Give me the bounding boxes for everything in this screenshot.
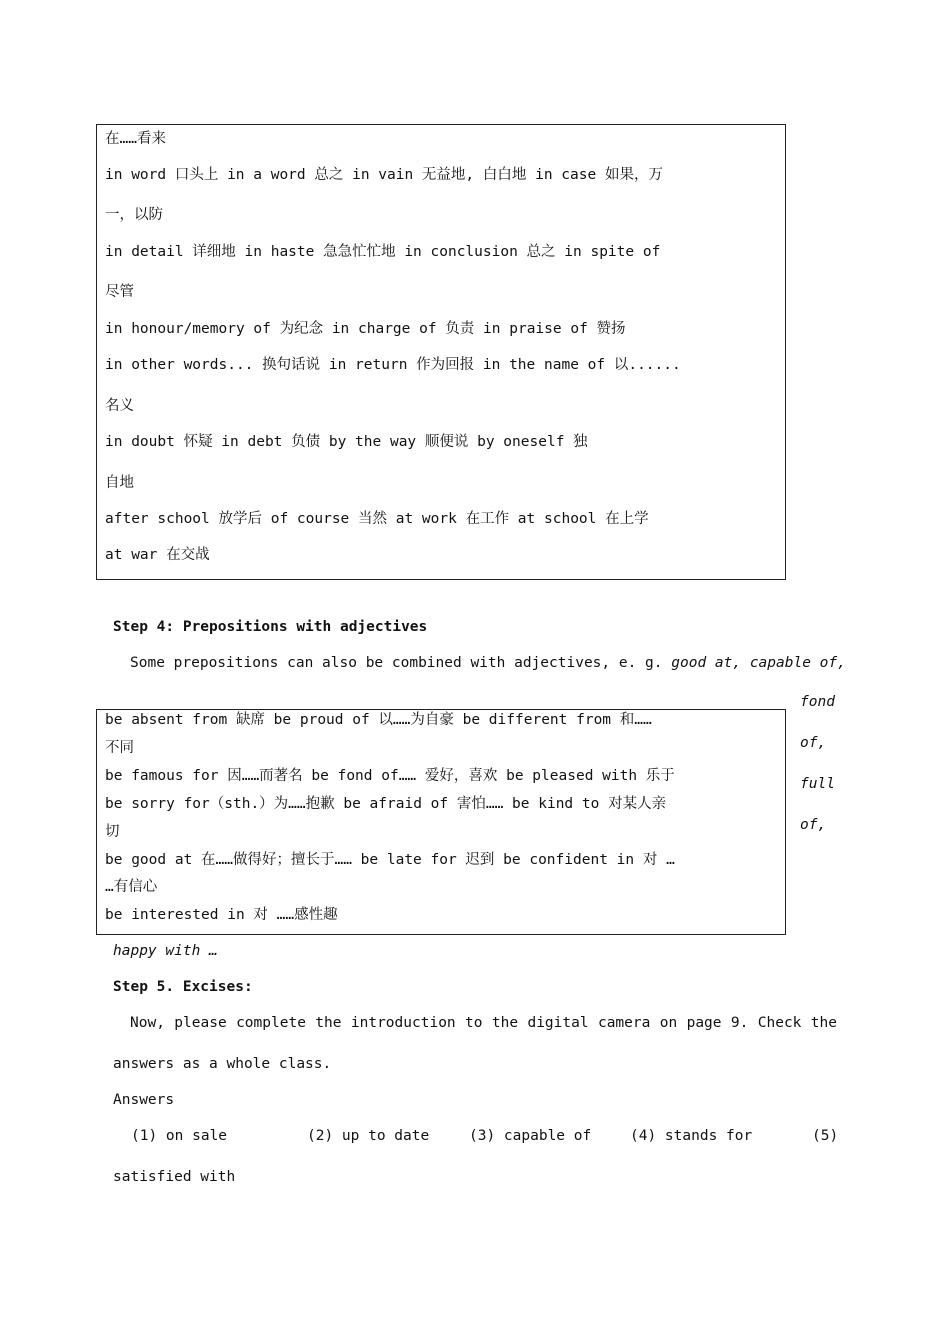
phrase-line: in word 口头上 in a word 总之 in vain 无益地, 白白地 in case 如果，万 bbox=[105, 167, 663, 183]
answers-label: Answers bbox=[113, 1092, 175, 1108]
phrase-line: …有信心 bbox=[105, 879, 158, 895]
step5-paragraph-line2: answers as a whole class. bbox=[113, 1056, 332, 1072]
phrase-line: 自地 bbox=[105, 475, 134, 491]
answer-item: (3) capable of bbox=[469, 1128, 592, 1144]
phrase-line: after school 放学后 of course 当然 at work 在工作 at school 在上学 bbox=[105, 511, 649, 527]
phrase-line: in honour/memory of 为纪念 in charge of 负责 in praise of 赞扬 bbox=[105, 321, 626, 337]
phrase-line: 一，以防 bbox=[105, 207, 163, 223]
step4-intro-examples: good at, capable of, bbox=[671, 655, 846, 671]
phrase-line: be interested in 对 ……感性趣 bbox=[105, 907, 338, 923]
answer-item-tail: satisfied with bbox=[113, 1169, 236, 1185]
phrase-line: be sorry for（sth.）为……抱歉 be afraid of 害怕…… be kind to 对某人亲 bbox=[105, 796, 667, 812]
phrase-line: in other words... 换句话说 in return 作为回报 in the name of 以...... bbox=[105, 357, 681, 373]
step4-tail: happy with … bbox=[113, 943, 218, 959]
answer-item: (5) bbox=[812, 1128, 839, 1144]
phrase-box-in bbox=[96, 124, 786, 580]
phrase-line: in doubt 怀疑 in debt 负债 by the way 顺便说 by oneself 独 bbox=[105, 434, 588, 450]
phrase-line: be absent from 缺席 be proud of 以……为自豪 be different from 和…… bbox=[105, 712, 652, 728]
phrase-line: 尽管 bbox=[105, 284, 134, 300]
step4-intro-text: Some prepositions can also be combined with adjectives, e. g. bbox=[130, 655, 663, 671]
step4-intro bbox=[130, 653, 846, 673]
phrase-line: be good at 在……做得好；擅长于…… be late for 迟到 be confident in 对 … bbox=[105, 852, 675, 868]
answer-item: (2) up to date bbox=[307, 1128, 430, 1144]
step5-paragraph-line1: Now, please complete the introduction to the digital camera on page 9. Check the bbox=[130, 1015, 837, 1031]
phrase-line: at war 在交战 bbox=[105, 547, 210, 563]
phrase-line: 在……看来 bbox=[105, 131, 166, 147]
side-word: full bbox=[800, 776, 835, 792]
answer-item: (1) on sale bbox=[131, 1128, 228, 1144]
side-word: of, bbox=[800, 735, 827, 751]
phrase-line: in detail 详细地 in haste 急急忙忙地 in conclusion 总之 in spite of bbox=[105, 244, 661, 260]
phrase-box-adjectives bbox=[96, 709, 786, 935]
side-word: fond bbox=[800, 694, 835, 710]
phrase-line: 名义 bbox=[105, 398, 134, 414]
step4-heading: Step 4: Prepositions with adjectives bbox=[113, 619, 428, 635]
phrase-line: 切 bbox=[105, 824, 120, 840]
phrase-line: 不同 bbox=[105, 740, 134, 756]
phrase-line: be famous for 因……而著名 be fond of…… 爱好，喜欢 be pleased with 乐于 bbox=[105, 768, 675, 784]
side-word: of, bbox=[800, 817, 827, 833]
step5-heading: Step 5. Excises: bbox=[113, 979, 253, 995]
answer-item: (4) stands for bbox=[630, 1128, 753, 1144]
